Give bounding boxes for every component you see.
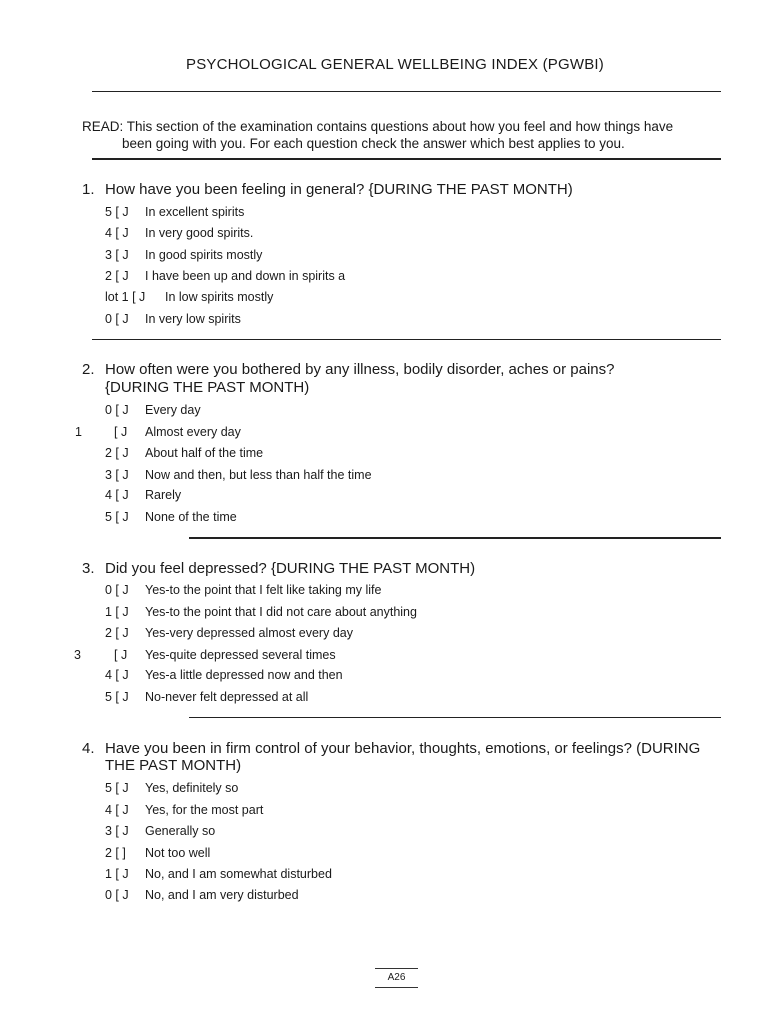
answer-checkbox-q4-5[interactable]: 5 [ J xyxy=(105,781,129,795)
answer-checkbox-q3-3[interactable]: [ J xyxy=(114,648,128,662)
answer-checkbox-q1-5[interactable]: 5 [ J xyxy=(105,205,129,219)
section-divider xyxy=(189,537,721,539)
read-instructions-line-2: been going with you. For each question check the answer which best applies to you. xyxy=(122,136,625,151)
read-rule xyxy=(92,158,721,160)
answer-checkbox-q1-1[interactable]: lot 1 [ J xyxy=(105,290,146,304)
answer-label: In very good spirits. xyxy=(145,226,254,240)
answer-number-margin: 3 xyxy=(74,648,81,662)
answer-label: Generally so xyxy=(145,824,216,838)
answer-label: In very low spirits xyxy=(145,312,241,326)
answer-label: Yes, for the most part xyxy=(145,803,264,817)
answer-label: Yes-to the point that I felt like taking my life xyxy=(145,583,382,597)
question-number: 3. xyxy=(82,560,95,577)
question-text: Have you been in firm control of your behavior, thoughts, emotions, or feelings? (DURING xyxy=(105,740,701,757)
answer-label: In good spirits mostly xyxy=(145,248,263,262)
answer-checkbox-q2-1[interactable]: [ J xyxy=(114,425,128,439)
answer-checkbox-q4-0[interactable]: 0 [ J xyxy=(105,888,129,902)
answer-checkbox-q2-5[interactable]: 5 [ J xyxy=(105,510,129,524)
question-text: How often were you bothered by any illness, bodily disorder, aches or pains? xyxy=(105,361,615,378)
answer-checkbox-q4-1[interactable]: 1 [ J xyxy=(105,867,129,881)
section-divider xyxy=(92,339,721,340)
title-rule xyxy=(92,91,721,92)
answer-label: Now and then, but less than half the time xyxy=(145,468,372,482)
answer-checkbox-q4-2[interactable]: 2 [ ] xyxy=(105,846,126,860)
answer-checkbox-q3-2[interactable]: 2 [ J xyxy=(105,626,129,640)
page-title: PSYCHOLOGICAL GENERAL WELLBEING INDEX (PGWBI) xyxy=(186,56,604,73)
answer-label: No, and I am somewhat disturbed xyxy=(145,867,332,881)
question-number: 2. xyxy=(82,361,95,378)
answer-label: Yes-quite depressed several times xyxy=(145,648,336,662)
section-divider xyxy=(189,717,721,718)
answer-label: No, and I am very disturbed xyxy=(145,888,299,902)
answer-checkbox-q3-4[interactable]: 4 [ J xyxy=(105,668,129,682)
answer-label: Yes-a little depressed now and then xyxy=(145,668,343,682)
answer-checkbox-q1-3[interactable]: 3 [ J xyxy=(105,248,129,262)
answer-label: I have been up and down in spirits a xyxy=(145,269,346,283)
question-text-line-2: THE PAST MONTH) xyxy=(105,757,242,774)
question-text: How have you been feeling in general? {DURING THE PAST MONTH) xyxy=(105,181,573,198)
answer-label: No-never felt depressed at all xyxy=(145,690,309,704)
answer-number-margin: 1 xyxy=(75,425,82,439)
question-text: Did you feel depressed? {DURING THE PAST MONTH) xyxy=(105,560,476,577)
answer-checkbox-q2-0[interactable]: 0 [ J xyxy=(105,403,129,417)
answer-checkbox-q1-2[interactable]: 2 [ J xyxy=(105,269,129,283)
answer-checkbox-q4-4[interactable]: 4 [ J xyxy=(105,803,129,817)
answer-checkbox-q2-4[interactable]: 4 [ J xyxy=(105,488,129,502)
answer-checkbox-q4-3[interactable]: 3 [ J xyxy=(105,824,129,838)
answer-label: About half of the time xyxy=(145,446,264,460)
read-instructions-line-1: READ: This section of the examination contains questions about how you feel and how things have xyxy=(82,119,674,134)
answer-checkbox-q3-5[interactable]: 5 [ J xyxy=(105,690,129,704)
answer-label: Every day xyxy=(145,403,201,417)
answer-label: Yes, definitely so xyxy=(145,781,239,795)
question-number: 4. xyxy=(82,740,95,757)
answer-checkbox-q2-3[interactable]: 3 [ J xyxy=(105,468,129,482)
answer-checkbox-q1-4[interactable]: 4 [ J xyxy=(105,226,129,240)
answer-label: Almost every day xyxy=(145,425,241,439)
answer-label: In excellent spirits xyxy=(145,205,245,219)
answer-label: In low spirits mostly xyxy=(165,290,274,304)
answer-checkbox-q1-0[interactable]: 0 [ J xyxy=(105,312,129,326)
question-number: 1. xyxy=(82,181,95,198)
question-text-line-2: {DURING THE PAST MONTH) xyxy=(105,379,310,396)
answer-checkbox-q3-0[interactable]: 0 [ J xyxy=(105,583,129,597)
page-number: A26 xyxy=(375,968,418,988)
answer-checkbox-q2-2[interactable]: 2 [ J xyxy=(105,446,129,460)
answer-label: Not too well xyxy=(145,846,211,860)
answer-label: Rarely xyxy=(145,488,182,502)
answer-checkbox-q3-1[interactable]: 1 [ J xyxy=(105,605,129,619)
answer-label: Yes-to the point that I did not care about anything xyxy=(145,605,417,619)
answer-label: Yes-very depressed almost every day xyxy=(145,626,353,640)
answer-label: None of the time xyxy=(145,510,237,524)
